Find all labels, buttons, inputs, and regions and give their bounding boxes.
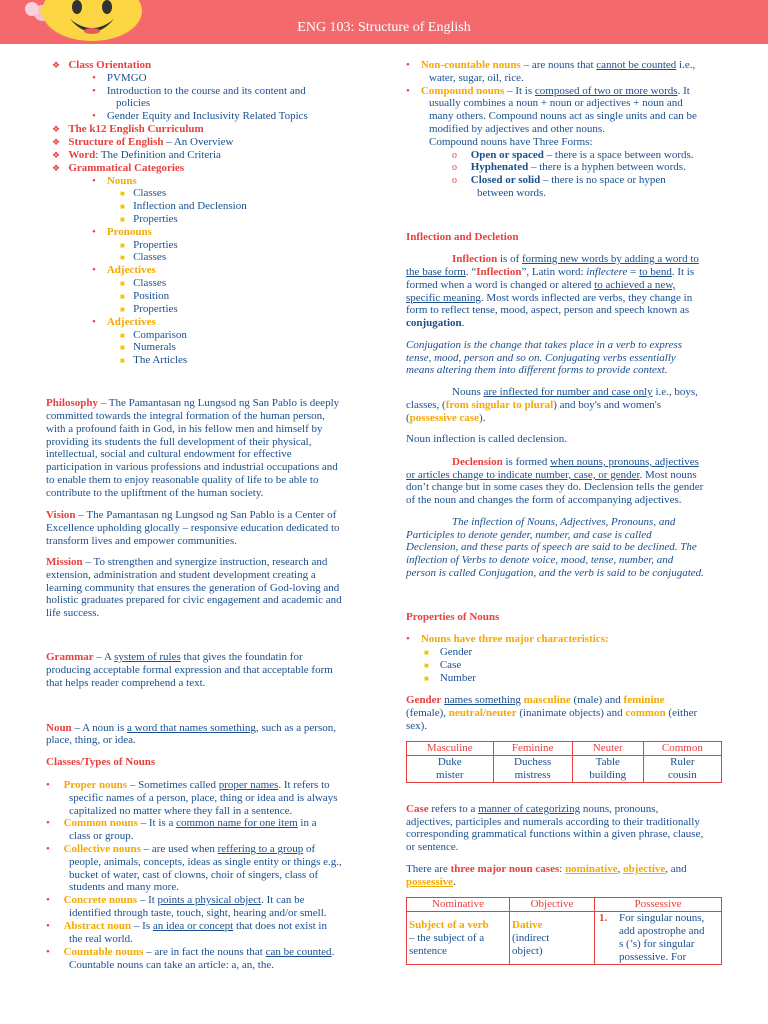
underlined-text: the base form xyxy=(406,266,466,278)
italic-line: Participles to denote gender, number, and case is called xyxy=(406,529,652,541)
underlined-text: manner of categorizing xyxy=(478,803,581,815)
outline-text: Inflection and Declension xyxy=(133,200,247,212)
outline-heading: Class Orientation xyxy=(68,59,152,71)
outline-item: ■ Classes xyxy=(120,277,167,289)
list-subitem: ■ Case xyxy=(424,659,462,671)
outline-text: Numerals xyxy=(133,341,176,353)
table-header: Feminine xyxy=(493,742,572,756)
case-summary xyxy=(406,863,687,876)
outline-item: ■ Properties xyxy=(120,239,178,251)
highlight-text: possessive case xyxy=(409,412,480,424)
paragraph-line: – The Pamantasan ng Lungsod ng San Pablo is a Center of xyxy=(75,509,337,521)
italic-line: The inflection of Nouns, Adjectives, Pronouns, and xyxy=(452,516,676,528)
paragraph-text: , such as a person, xyxy=(255,722,336,734)
item-line: modified by adjectives and other nouns. xyxy=(429,123,605,135)
cell-text: Duke xyxy=(437,756,462,768)
text: is formed xyxy=(502,456,551,468)
underlined-text: common name for one item xyxy=(176,817,298,829)
outline-subheading: Pronouns xyxy=(106,226,152,238)
text: ( xyxy=(406,412,410,424)
outline-item: ■ Inflection and Declension xyxy=(120,200,247,212)
item-label: Compound nouns xyxy=(420,85,505,97)
outline-subheading: Adjectives xyxy=(106,316,156,328)
paragraph-label: Case xyxy=(406,803,429,815)
paragraph-text: that gives the foundatin for xyxy=(180,651,303,663)
item-text: – It xyxy=(137,894,158,906)
item-text: – It is a xyxy=(137,817,177,829)
paragraph-label: Gender xyxy=(406,694,442,706)
outline-text: Gender Equity and Inclusivity Related Topics xyxy=(106,110,308,122)
item-label: Non-countable nouns xyxy=(420,59,521,71)
table-cell xyxy=(493,756,572,783)
outline-text: : The Definition and Criteria xyxy=(95,149,221,161)
text: : xyxy=(559,863,566,875)
outline-item: ❖ Structure of English – An Overview xyxy=(52,136,234,148)
outline-subheading: Nouns xyxy=(106,175,137,187)
item-text: . xyxy=(331,946,335,958)
outline-text: Properties xyxy=(133,303,178,315)
outline-text: Comparison xyxy=(133,329,187,341)
list-item: • Abstract noun – Is an idea or concept that does not exist in xyxy=(46,920,327,932)
underlined-text: an idea or concept xyxy=(152,920,234,932)
text: formed when a word is changed or altered xyxy=(406,279,595,291)
section-heading: Properties of Nouns xyxy=(406,611,500,623)
outline-item: • Nouns xyxy=(92,175,137,187)
paragraph-line: transform lives and empower communities. xyxy=(46,535,237,547)
outline-text: Classes xyxy=(133,251,167,263)
inflection-line xyxy=(406,412,485,425)
italic-line: Conjugation is the change that takes place in a verb to express xyxy=(406,339,683,351)
grammar-paragraph xyxy=(46,651,303,664)
underlined-text: when nouns, pronouns, adjectives xyxy=(550,456,699,468)
underlined-text: names something xyxy=(444,694,521,706)
item-text: Number xyxy=(439,672,476,684)
item-label: Open or spaced xyxy=(470,149,544,161)
cell-text: Duchess xyxy=(514,756,552,768)
outline-text: PVMGO xyxy=(106,72,147,84)
underlined-text: reffering to a group xyxy=(217,843,304,855)
text: ). xyxy=(479,412,486,424)
paragraph-line: – The Pamantasan ng Lungsod ng San Pablo is deeply xyxy=(97,397,340,409)
inflection-paragraph xyxy=(452,253,699,266)
item-line: many others. Compound nouns act as single units and can be xyxy=(429,110,697,122)
list-subitem: o Open or spaced – there is a space between words. xyxy=(452,149,694,161)
cell-text: object) xyxy=(512,944,543,957)
outline-item: ❖ The k12 English Curriculum xyxy=(52,123,204,135)
inflection-line: Noun inflection is called declension. xyxy=(406,433,567,445)
item-text: – are used when xyxy=(140,843,218,855)
cell-text: cousin xyxy=(668,769,697,781)
outline-text: Properties xyxy=(133,239,178,251)
item-text: – are in fact the nouns that xyxy=(143,946,266,958)
italic-line: inflection of Verbs to denote voice, mood, tense, number, and xyxy=(406,554,674,566)
outline-item: ■ Comparison xyxy=(120,329,187,341)
item-text: i.e., xyxy=(676,59,696,71)
highlight-text: from singular to plural xyxy=(445,399,554,411)
inflection-line xyxy=(406,279,675,292)
outline-item: • Pronouns xyxy=(92,226,152,238)
item-label: Abstract noun xyxy=(63,920,132,932)
item-text: – Sometimes called xyxy=(127,779,219,791)
list-item: • Compound nouns – It is composed of two or more words. It xyxy=(406,85,690,97)
outline-item xyxy=(52,59,151,72)
item-line: water, sugar, oil, rice. xyxy=(429,72,524,84)
highlight-text: possessive xyxy=(406,876,454,888)
cell-text: building xyxy=(589,769,627,781)
italic-line: Declension, and these parts of speech are said to be declined. The xyxy=(406,541,697,553)
text: classes, ( xyxy=(406,399,446,411)
outline-item: ■ Numerals xyxy=(120,341,176,353)
cell-text: sentence xyxy=(409,944,447,957)
paragraph-line: intellectual, social and cultural endowment for effective xyxy=(46,448,292,460)
text: . Most nouns xyxy=(639,469,697,481)
item-line: identified through taste, touch, sight, hearing and/or smell. xyxy=(69,907,327,919)
item-line: between words. xyxy=(477,187,547,199)
item-text: . It can be xyxy=(261,894,305,906)
item-text: – there is no space or hypen xyxy=(540,174,666,186)
text: nouns, pronouns, xyxy=(580,803,659,815)
declension-line: of the noun and changes the form of accompanying adjectives. xyxy=(406,494,682,506)
paragraph-label: Grammar xyxy=(46,651,94,663)
term: three major noun cases xyxy=(450,863,560,875)
paragraph-text: – A xyxy=(93,651,115,663)
highlight-text: nominative xyxy=(565,863,618,875)
case-line: or sentence. xyxy=(406,841,459,853)
text: (either xyxy=(665,707,698,719)
item-text: . It xyxy=(677,85,690,97)
underlined-text: cannot be counted xyxy=(596,59,677,71)
item-line: Compound nouns have Three Forms: xyxy=(429,136,593,148)
highlight-text: masculine xyxy=(523,694,571,706)
item-line: bucket of water, cast of clowns, choir of singers, class of xyxy=(69,869,319,881)
paragraph-label: Vision xyxy=(46,509,76,521)
section-heading: Inflection and Decletion xyxy=(406,231,519,243)
outline-text: – An Overview xyxy=(163,136,234,148)
outline-heading: Grammatical Categories xyxy=(68,162,185,174)
paragraph-text: – A noun is xyxy=(71,722,128,734)
table-cell xyxy=(510,912,595,965)
text: , and xyxy=(665,863,687,875)
text: (inanimate objects) and xyxy=(516,707,626,719)
inflection-line xyxy=(452,386,698,399)
outline-item: ❖ Word: The Definition and Criteria xyxy=(52,149,221,161)
outline-heading: The k12 English Curriculum xyxy=(68,123,204,135)
item-line: Countable nouns can take an article: a, an, the. xyxy=(69,959,274,971)
outline-text: Classes xyxy=(133,187,167,199)
case-line: adjectives, participles and numerals according to their traditionally xyxy=(406,816,700,828)
outline-text: Introduction to the course and its content and xyxy=(106,85,306,97)
term: Inflection xyxy=(476,266,522,278)
inflection-line: form to reflect tense, mood, aspect, person and speech known as xyxy=(406,304,690,316)
text: refers to a xyxy=(428,803,479,815)
italic-line: means altering them into different forms to provide context. xyxy=(406,364,668,376)
cell-text: Table xyxy=(595,756,620,768)
item-label: Concrete nouns xyxy=(63,894,138,906)
declension-paragraph xyxy=(452,456,699,469)
paragraph-line: producing acceptable formal expression and that acceptable form xyxy=(46,664,333,676)
paragraph-line: place, thing, or idea. xyxy=(46,734,136,746)
item-line: usually combines a noun + noun or adjectives + noun and xyxy=(429,97,683,109)
paragraph-label: Mission xyxy=(46,556,83,568)
table-header-row xyxy=(407,898,722,912)
item-label: Countable nouns xyxy=(63,946,144,958)
item-label: Hyphenated xyxy=(470,161,529,173)
item-label: Nouns have three major characteristics: xyxy=(420,633,609,645)
underlined-text: to achieved a new, xyxy=(594,279,676,291)
item-text: Gender xyxy=(439,646,473,658)
item-label: Proper nouns xyxy=(63,779,128,791)
text: (female), xyxy=(406,707,449,719)
text: . xyxy=(453,876,456,888)
outline-item: • Adjectives xyxy=(92,316,156,328)
highlight-text: neutral/neuter xyxy=(448,707,517,719)
paragraph-line: participation in various professions and industrial occupations and xyxy=(46,461,338,473)
list-subitem: o Closed or solid – there is no space or hypen xyxy=(452,174,666,186)
text: . “ xyxy=(465,266,477,278)
table-header: Objective xyxy=(510,898,595,912)
list-item: • Countable nouns – are in fact the nouns that can be counted. xyxy=(46,946,335,958)
item-label: Closed or solid xyxy=(470,174,541,186)
text: Nouns xyxy=(452,386,484,398)
table-header: Nominative xyxy=(407,898,510,912)
cell-label: Dative xyxy=(512,918,543,931)
mission-paragraph xyxy=(46,556,327,569)
item-line: class or group. xyxy=(69,830,134,842)
highlight-text: common xyxy=(625,707,666,719)
highlight-text: objective xyxy=(623,863,666,875)
paragraph-line: contribute to the upliftment of the human society. xyxy=(46,487,264,499)
outline-heading: Structure of English xyxy=(68,136,164,148)
paragraph-label: Philosophy xyxy=(46,397,98,409)
inflection-line xyxy=(406,266,694,279)
outline-item: • Adjectives xyxy=(92,264,156,276)
paragraph-line: learning community that ensures the generation of God-loving and xyxy=(46,582,340,594)
list-item: • Concrete nouns – It points a physical object. It can be xyxy=(46,894,305,906)
item-text: of xyxy=(303,843,316,855)
underlined-text: a word that names something xyxy=(127,722,256,734)
cell-text: possessive. For xyxy=(619,951,687,963)
inflection-line xyxy=(406,399,661,412)
table-header: Masculine xyxy=(407,742,494,756)
term: Declension xyxy=(452,456,503,468)
outline-item: • Introduction to the course and its content and xyxy=(92,85,306,97)
cell-text: add apostrophe and xyxy=(619,925,705,937)
paragraph-line: life success. xyxy=(46,607,100,619)
table-cell xyxy=(643,756,721,783)
table-header: Common xyxy=(643,742,721,756)
outline-text: Position xyxy=(133,290,170,302)
table-header: Neuter xyxy=(572,742,643,756)
item-text: . It refers to xyxy=(278,779,330,791)
list-item: • Nouns have three major characteristics: xyxy=(406,633,609,645)
item-text: – It is xyxy=(504,85,535,97)
cell-text: mister xyxy=(436,769,464,781)
underlined-text: forming new words by adding a word to xyxy=(521,253,699,265)
underlined-text: composed of two or more words xyxy=(534,85,678,97)
item-line: students and many more. xyxy=(69,881,179,893)
page-title: ENG 103: Structure of English xyxy=(297,20,471,35)
cell-label: Subject of a verb xyxy=(409,918,489,931)
outline-item: ❖ Grammatical Categories xyxy=(52,162,185,174)
cell-text: Ruler xyxy=(670,756,695,768)
text: = xyxy=(627,266,640,278)
outline-item: ■ Properties xyxy=(120,303,178,315)
paragraph-line: extension, administration and student development creating a xyxy=(46,569,316,581)
cell-text: mistress xyxy=(514,769,551,781)
paragraph-line: Excellence upholding glocally – responsive education dedicated to xyxy=(46,522,340,534)
table-cell xyxy=(595,912,722,965)
gender-table xyxy=(406,741,722,783)
declension-line: don’t change but in some cases they do. Declension tells the gender xyxy=(406,481,704,493)
list-item: • Collective nouns – are used when reffering to a group of xyxy=(46,843,316,855)
paragraph-line: providing its students the full development of their physical, xyxy=(46,436,312,448)
list-item: • Common nouns – It is a common name for one item in a xyxy=(46,817,317,829)
paragraph-line: to enable them to enjoy reasonable quality of life to be able to xyxy=(46,474,319,486)
inflection-line xyxy=(406,317,464,330)
underlined-text: system of rules xyxy=(114,651,181,663)
text: i.e., boys, xyxy=(652,386,698,398)
underlined-text: are inflected for number and case only xyxy=(483,386,653,398)
item-line: people, animals, concepts, ideas as single entity or things e.g., xyxy=(69,856,342,868)
outline-item: ■ Classes xyxy=(120,187,167,199)
page-header xyxy=(0,0,768,44)
cell-text: (indirect xyxy=(512,931,550,944)
outline-item: • Gender Equity and Inclusivity Related Topics xyxy=(92,110,308,122)
outline-text: Properties xyxy=(133,213,178,225)
paragraph-line: – To strengthen and synergize instruction, research and xyxy=(82,556,328,568)
paragraph-label: Noun xyxy=(46,722,72,734)
item-text: – there is a hyphen between words. xyxy=(528,161,686,173)
table-cell xyxy=(407,756,494,783)
text: . It is xyxy=(671,266,695,278)
vision-paragraph xyxy=(46,509,336,522)
underlined-text: points a physical object xyxy=(157,894,262,906)
cell-text: For singular nouns, xyxy=(619,912,705,924)
text: (male) and xyxy=(570,694,624,706)
list-subitem: ■ Number xyxy=(424,672,476,684)
item-text: that does not exist in xyxy=(233,920,327,932)
item-line: specific names of a person, place, thing or idea and is always xyxy=(69,792,338,804)
text: , xyxy=(617,863,624,875)
gender-line xyxy=(406,707,697,720)
table-cell xyxy=(572,756,643,783)
paragraph-line: holistic graduates prepared for civic engagement and academic and xyxy=(46,594,342,606)
case-line: corresponding grammatical functions within a given phrase, clause, xyxy=(406,828,704,840)
item-line: capitalized no matter where they fall in a sentence. xyxy=(69,805,293,817)
highlight-text: feminine xyxy=(623,694,665,706)
list-item: • Proper nouns – Sometimes called proper names. It refers to xyxy=(46,779,330,791)
text: ) and boy's and women's xyxy=(553,399,662,411)
paragraph-line: committed towards the integral formation of the human person, xyxy=(46,410,325,422)
section-heading: Classes/Types of Nouns xyxy=(46,756,156,768)
list-subitem: ■ Gender xyxy=(424,646,473,658)
item-text: – are nouns that xyxy=(520,59,597,71)
item-text: – there is a space between words. xyxy=(543,149,694,161)
underlined-text: can be counted xyxy=(265,946,332,958)
philosophy-paragraph xyxy=(46,397,339,410)
case-summary-line xyxy=(406,876,456,889)
cell-text: – the subject of a xyxy=(409,931,485,944)
diamond-bullet-icon: ❖ xyxy=(52,60,61,70)
case-paragraph xyxy=(406,803,658,816)
term: Inflection xyxy=(452,253,498,265)
outline-text: policies xyxy=(116,97,151,109)
underlined-text: specific meaning xyxy=(406,292,481,304)
outline-item: ■ Classes xyxy=(120,251,167,263)
case-table xyxy=(406,897,722,965)
outline-subheading: Adjectives xyxy=(106,264,156,276)
item-text: in a xyxy=(297,817,317,829)
paragraph-line: with a profound faith in God, in his fellow men and himself by xyxy=(46,423,323,435)
outline-text: Classes xyxy=(133,277,167,289)
list-subitem: o Hyphenated – there is a hyphen between words. xyxy=(452,161,686,173)
item-label: Common nouns xyxy=(63,817,138,829)
text: . xyxy=(461,317,465,329)
table-cell xyxy=(407,912,510,965)
gender-line: sex). xyxy=(406,720,428,732)
underlined-text: proper names xyxy=(218,779,279,791)
list-number: 1. xyxy=(599,912,608,924)
outline-item: • PVMGO xyxy=(92,72,147,84)
table-row xyxy=(407,912,722,965)
outline-item: ■ Properties xyxy=(120,213,178,225)
text: . Most words inflected are verbs, they change in xyxy=(480,292,693,304)
cell-text: s (’s) for singular xyxy=(619,938,695,950)
list-item: • Non-countable nouns – are nouns that cannot be counted i.e., xyxy=(406,59,696,71)
term: conjugation xyxy=(406,317,462,329)
text: There are xyxy=(406,863,451,875)
item-text: – Is xyxy=(131,920,153,932)
outline-text: The Articles xyxy=(133,354,188,366)
gender-paragraph xyxy=(406,694,665,707)
text: ”, Latin word: xyxy=(521,266,587,278)
table-row xyxy=(407,756,722,783)
item-line: the real world. xyxy=(69,933,133,945)
underlined-text: or articles change to indicate number, case, or gender xyxy=(406,469,640,481)
table-header-row xyxy=(407,742,722,756)
item-label: Collective nouns xyxy=(63,843,141,855)
underlined-text: to bend xyxy=(639,266,672,278)
item-text: Case xyxy=(439,659,462,671)
outline-heading: Word xyxy=(68,149,96,161)
italic-line: person is called Conjugation, and the verb is said to be conjugated. xyxy=(406,567,704,579)
italic-line: tense, mood, person and so on. Conjugating verbs essentially xyxy=(406,352,676,364)
outline-item: ■ Position xyxy=(120,290,170,302)
paragraph-line: that helps reader comprehend a text. xyxy=(46,677,206,689)
text: inflectere xyxy=(586,266,628,278)
outline-item: ■ The Articles xyxy=(120,354,188,366)
text: is of xyxy=(497,253,522,265)
table-header: Possessive xyxy=(595,898,722,912)
